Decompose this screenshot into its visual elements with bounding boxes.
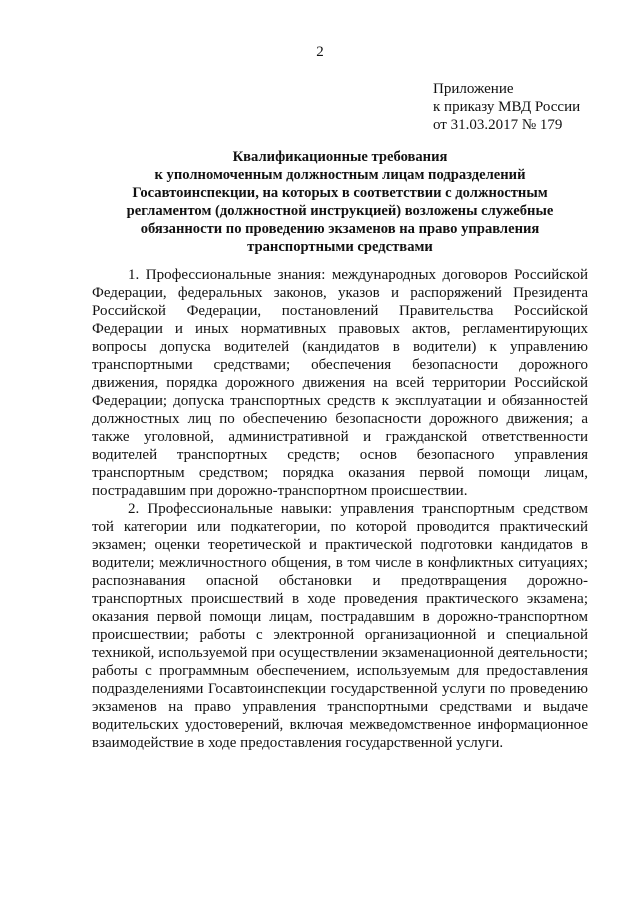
appendix-line: Приложение <box>433 81 514 97</box>
title-line: обязанности по проведению экзаменов на право управления <box>140 221 540 237</box>
title-line: Госавтоинспекции, на которых в соответствии с должностным <box>132 185 548 201</box>
title-line: к уполномоченным должностным лицам подразделений <box>154 167 526 183</box>
appendix-block <box>433 80 580 134</box>
title-line: регламентом (должностной инструкцией) возложены служебные <box>126 203 554 219</box>
title-line: Квалификационные требования <box>232 149 448 165</box>
title-line: транспортными средствами <box>247 239 433 255</box>
paragraph-professional-skills: 2. Профессиональные навыки: управления транспортным средством той категории или подкатегории, по которой проводится практический экзамен; оценки теоретической и практической подготовки кандидатов в водители; межличностного общения, в том числе в конфликтных ситуациях; распознавания опасной обстановки и предотвращения дорожно-транспортных происшествий в ходе проведения практического экзамена; оказания первой помощи лицам, пострадавшим в дорожно-транспортном происшествии; работы с электронной организационной и специальной техникой, используемой при осуществлении экзаменационной деятельности; работы с программным обеспечением, используемым для предоставления подразделениями Госавтоинспекции государственной услуги по проведению экзаменов на право управления транспортными средствами и выдаче водительских удостоверений, включая межведомственное информационное взаимодействие в ходе предоставления государственной услуги. <box>92 501 588 751</box>
document-body <box>92 266 588 752</box>
appendix-line: к приказу МВД России <box>433 99 581 115</box>
paragraph-professional-knowledge: 1. Профессиональные знания: международных договоров Российской Федерации, федеральных законов, указов и распоряжений Президента Российской Федерации, постановлений Правительства Российской Федерации и иных нормативных правовых актов, регламентирующих вопросы допуска водителей (кандидатов в водители) к управлению транспортными средствами; обеспечения безопасности дорожного движения, порядка дорожного движения на всей территории Российской Федерации; допуска транспортных средств к эксплуатации и обязанностей должностных лиц по обеспечению безопасности дорожного движения; а также уголовной, административной и гражданской ответственности водителей транспортных средств; основ безопасного управления транспортным средством; порядка оказания первой помощи лицам, пострадавшим при дорожно-транспортном происшествии. <box>92 267 588 499</box>
document-title <box>92 148 588 256</box>
page-number: 2 <box>316 44 324 60</box>
appendix-line: от 31.03.2017 № 179 <box>433 117 563 133</box>
